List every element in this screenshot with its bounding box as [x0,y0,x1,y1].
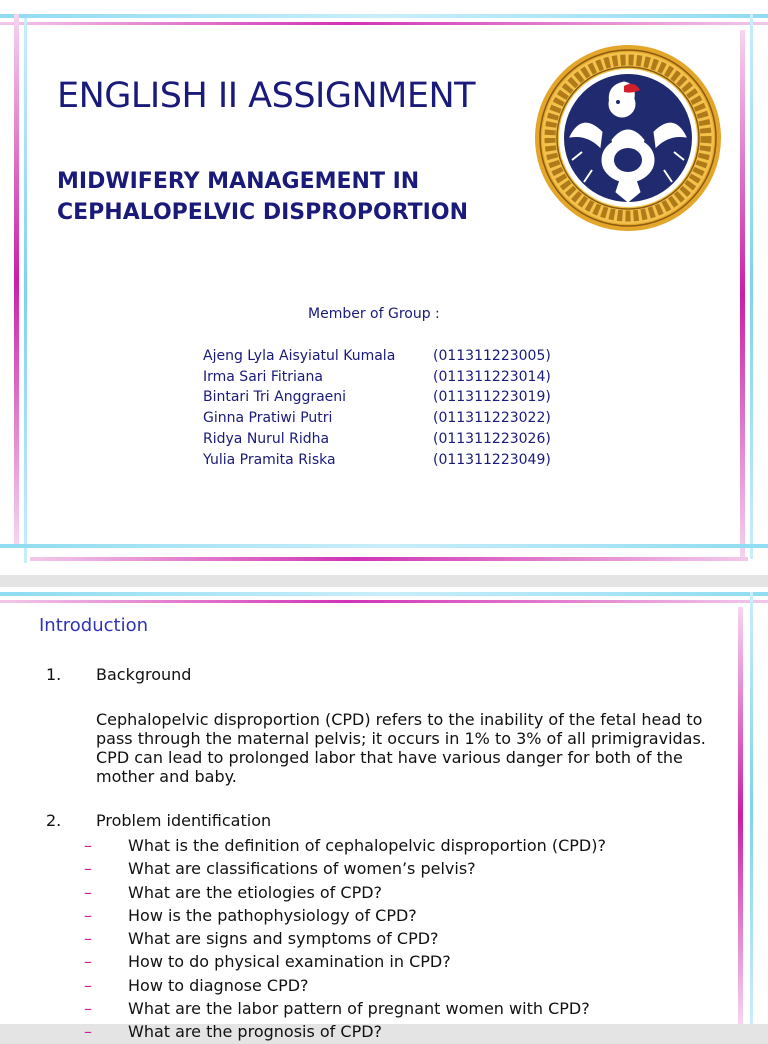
member-row [203,408,551,429]
member-name: Ajeng Lyla Aisyiatul Kumala [203,348,396,364]
member-id: (011311223005) [433,348,551,364]
list-item [84,834,606,857]
right-magenta-bar [740,30,745,560]
section-problem-identification [46,811,271,830]
member-id: (011311223049) [433,451,551,468]
dash-bullet: – [84,905,92,925]
group-heading: Member of Group : [308,306,440,322]
dash-bullet: – [84,836,92,855]
problem-text: What are classifications of women’s pelvis? [128,859,476,879]
introduction-slide [0,587,768,1042]
right-magenta-bar [738,607,743,1024]
bottom-magenta-bar [30,557,748,561]
section-heading [46,665,191,684]
slide-title: ENGLISH II ASSIGNMENT [57,76,476,116]
section-heading [46,811,271,830]
left-cyan-bar [24,18,27,563]
university-seal-icon [532,42,724,234]
list-item [84,974,606,997]
section-number: 2. [46,811,62,830]
dash-bullet: – [84,859,92,879]
bottom-cyan-bar [0,544,768,548]
list-item [84,1020,606,1043]
member-row [203,450,551,471]
list-item [84,997,606,1020]
member-id: (011311223014) [433,368,551,385]
section-number: 1. [46,665,62,684]
list-item [84,904,606,927]
problem-text: What are the prognosis of CPD? [128,1022,383,1042]
slide-title: Introduction [39,615,149,636]
background-paragraph: Cephalopelvic disproportion (CPD) refers to the inability of the fetal head to pass through the maternal pelvis; it occurs in 1% to 3% of all primigravidas. CPD can lead to prolonged labor that have various danger for both of the mother and baby. [96,710,706,786]
member-id: (011311223026) [433,430,551,447]
problem-text: How to diagnose CPD? [128,975,309,995]
member-row [203,346,551,367]
dash-bullet: – [84,1022,92,1042]
problem-text: What are the labor pattern of pregnant women with CPD? [128,999,590,1019]
section-background [46,665,191,684]
member-name: Yulia Pramita Riska [203,451,336,468]
member-name: Irma Sari Fitriana [203,368,323,385]
member-id: (011311223022) [433,410,551,427]
dash-bullet: – [84,952,92,972]
member-row [203,367,551,388]
list-item [84,881,606,904]
subtitle-line-2: CEPHALOPELVIC DISPROPORTION [57,200,468,225]
top-cyan-bar [0,14,768,18]
top-magenta-bar [0,600,768,603]
problem-text: How to do physical examination in CPD? [128,952,451,972]
left-magenta-bar [14,14,19,544]
dash-bullet: – [84,975,92,995]
problem-text: What is the definition of cephalopelvic disproportion (CPD)? [128,836,606,855]
dash-bullet: – [84,929,92,949]
list-item [84,950,606,973]
member-name: Bintari Tri Anggraeni [203,389,347,406]
right-cyan-bar [750,592,753,1024]
list-item [84,857,606,880]
dash-bullet: – [84,999,92,1019]
member-row [203,429,551,450]
top-magenta-bar [0,22,768,25]
list-item [84,927,606,950]
member-row [203,387,551,408]
slide-subtitle [57,166,468,228]
problem-text: How is the pathophysiology of CPD? [128,905,417,925]
problem-list [84,834,606,1044]
right-cyan-bar [750,14,753,559]
section-label: Background [96,665,192,684]
problem-text: What are signs and symptoms of CPD? [128,929,439,949]
member-list [203,346,551,470]
member-name: Ginna Pratiwi Putri [203,410,333,427]
member-name: Ridya Nurul Ridha [203,430,330,447]
section-label: Problem identification [96,811,272,830]
top-cyan-bar [0,592,768,596]
member-id: (011311223019) [433,389,551,406]
subtitle-line-1: MIDWIFERY MANAGEMENT IN [57,169,420,194]
problem-text: What are the etiologies of CPD? [128,882,383,902]
dash-bullet: – [84,882,92,902]
